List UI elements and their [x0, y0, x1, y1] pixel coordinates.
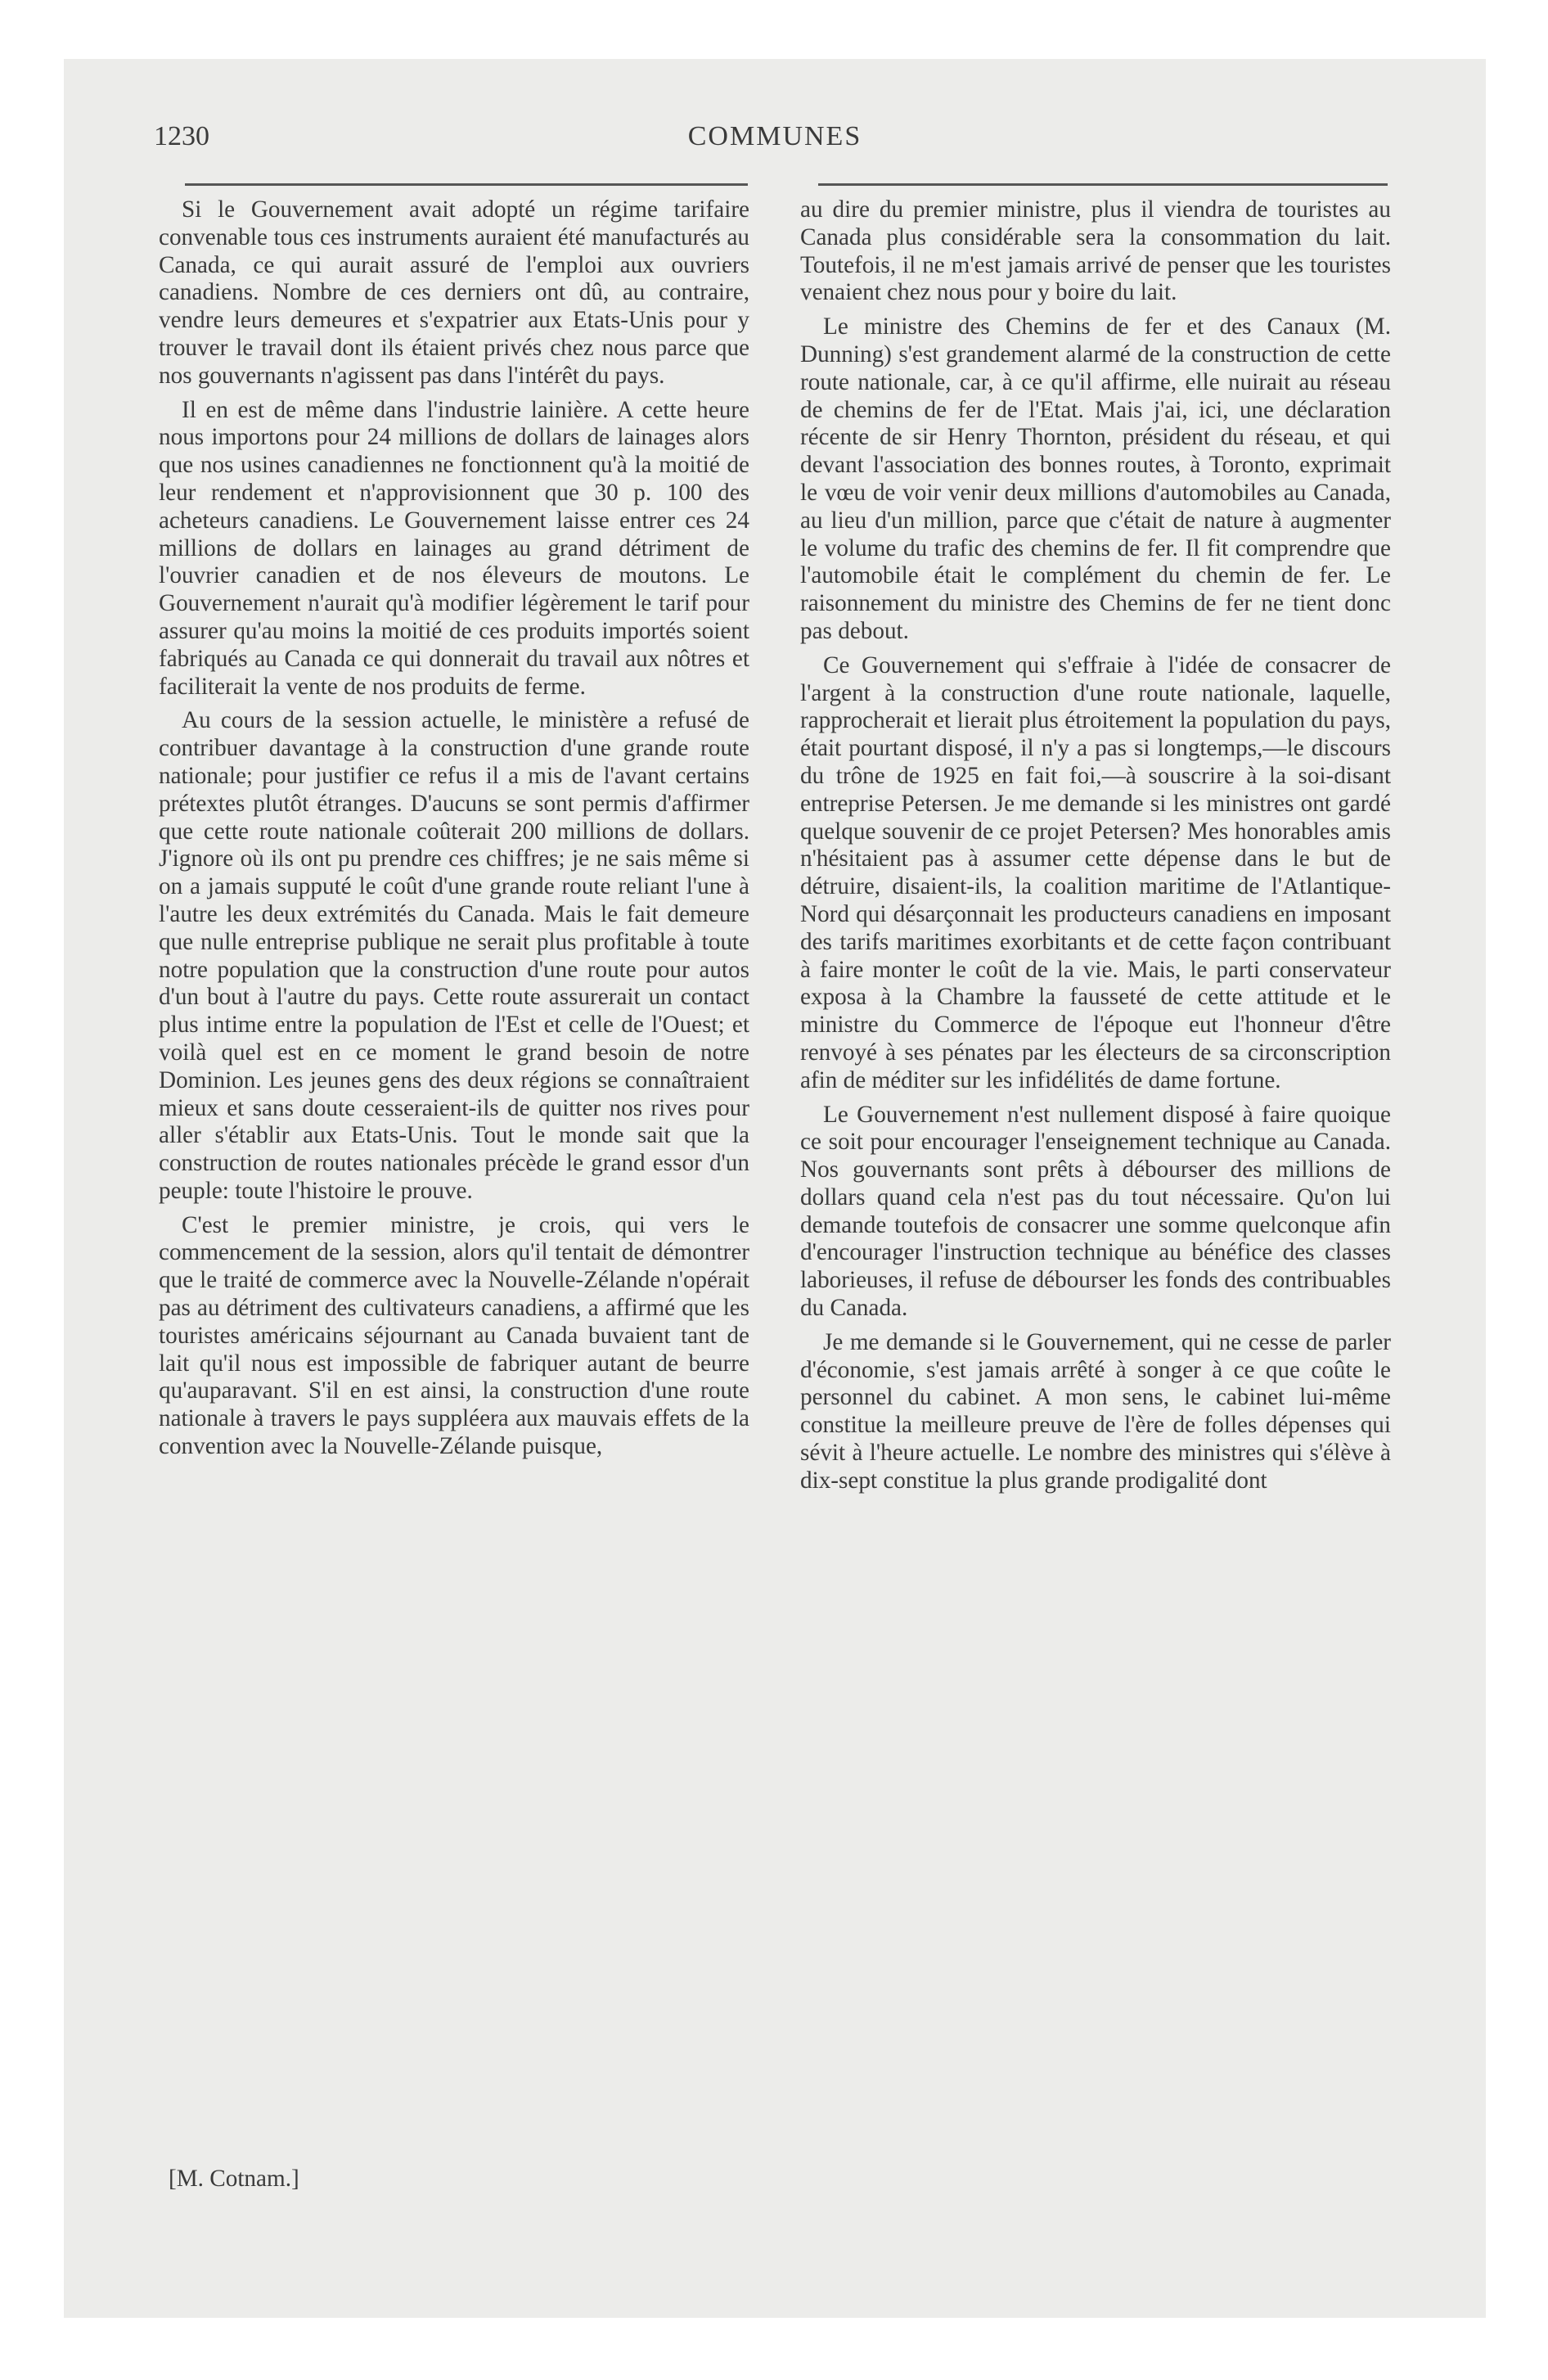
scanned-page	[64, 59, 1486, 2318]
paragraph: Je me demande si le Gouvernement, qui ne cesse de parler d'économie, s'est jamais arrêté à songer à ce que coûte le personnel du cabinet. A mon sens, le cabinet lui-même constitue la meilleure preuve de l'ère de folles dépenses qui sévit à l'heure actuelle. Le nombre des ministres qui s'élève à dix-sept constitue la plus grande prodigalité dont	[800, 1328, 1391, 1494]
paragraph: Le ministre des Chemins de fer et des Canaux (M. Dunning) s'est grandement alarmé de la construction de cette route nationale, car, à ce qu'il affirme, elle nuirait au réseau de chemins de fer de l'Etat. Mais j'ai, ici, une déclaration récente de sir Henry Thornton, président du réseau, et qui devant l'association des bonnes routes, à Toronto, exprimait le vœu de voir venir deux millions d'automobiles au Canada, au lieu d'un million, parce que c'était de nature à augmenter le volume du trafic des chemins de fer. Il fit comprendre que l'automobile était le complément du chemin de fer. Le raisonnement du ministre des Chemins de fer ne tient donc pas debout.	[800, 313, 1391, 644]
speaker-signature: [M. Cotnam.]	[169, 2166, 299, 2192]
paragraph: Si le Gouvernement avait adopté un régime tarifaire convenable tous ces instruments auraient été manufacturés au Canada, ce qui aurait assuré de l'emploi aux ouvriers canadiens. Nombre de ces derniers ont dû, au contraire, vendre leurs demeures et s'expatrier aux Etats-Unis pour y trouver le travail dont ils étaient privés chez nous parce que nos gouvernants n'agissent pas dans l'intérêt du pays.	[159, 196, 749, 389]
paragraph: C'est le premier ministre, je crois, qui vers le commencement de la session, alors qu'il tentait de démontrer que le traité de commerce avec la Nouvelle-Zélande n'opérait pas au détriment des cultivateurs canadiens, a affirmé que les touristes américains séjournant au Canada buvaient tant de lait qu'il nous est impossible de fabriquer autant de beurre qu'auparavant. S'il en est ainsi, la construction d'une route nationale à travers le pays suppléera aux mauvais effets de la convention avec la Nouvelle-Zélande puisque,	[159, 1211, 749, 1460]
right-column	[800, 196, 1391, 1495]
paragraph: Le Gouvernement n'est nullement disposé à faire quoique ce soit pour encourager l'enseignement technique au Canada. Nos gouvernants sont prêts à débourser des millions de dollars quand cela n'est pas du tout nécessaire. Qu'on lui demande toutefois de consacrer une somme quelconque afin d'encourager l'instruction technique au bénéfice des classes laborieuses, il refuse de débourser les fonds des contribuables du Canada.	[800, 1101, 1391, 1322]
paragraph: Ce Gouvernement qui s'effraie à l'idée de consacrer de l'argent à la construction d'une route nationale, laquelle, rapprocherait et lierait plus étroitement la population du pays, était pourtant disposé, il n'y a pas si longtemps,—le discours du trône de 1925 en fait foi,—à souscrire à la soi-disant entreprise Petersen. Je me demande si les ministres ont gardé quelque souvenir de ce projet Petersen? Mes honorables amis n'hésitaient pas à assumer cette dépense dans le but de détruire, disaient-ils, la coalition maritime de l'Atlantique-Nord qui désarçonnait les producteurs canadiens en imposant des tarifs maritimes exorbitants et de cette façon contribuant à faire monter le coût de la vie. Mais, le parti conservateur exposa à la Chambre la fausseté de cette attitude et le ministre du Commerce de l'époque eut l'honneur d'être renvoyé à ses pénates par les électeurs de sa circonscription afin de méditer sur les infidélités de dame fortune.	[800, 651, 1391, 1093]
page-number: 1230	[154, 121, 209, 151]
left-header-rule	[185, 183, 748, 186]
left-column	[159, 196, 749, 1461]
running-head: COMMUNES	[687, 121, 862, 151]
paragraph: au dire du premier ministre, plus il viendra de touristes au Canada plus considérable sera la consommation du lait. Toutefois, il ne m'est jamais arrivé de penser que les touristes venaient chez nous pour y boire du lait.	[800, 196, 1391, 306]
page-header	[154, 121, 1396, 162]
paragraph: Au cours de la session actuelle, le ministère a refusé de contribuer davantage à la construction d'une grande route nationale; pour justifier ce refus il a mis de l'avant certains prétextes plutôt étranges. D'aucuns se sont permis d'affirmer que cette route nationale coûterait 200 millions de dollars. J'ignore où ils ont pu prendre ces chiffres; je ne sais même si on a jamais supputé le coût d'une grande route reliant l'une à l'autre les deux extrémités du Canada. Mais le fait demeure que nulle entreprise publique ne serait plus profitable à toute notre population que la construction d'une route pour autos d'un bout à l'autre du pays. Cette route assurerait un contact plus intime entre la population de l'Est et celle de l'Ouest; et voilà quel est en ce moment le grand besoin de notre Dominion. Les jeunes gens des deux régions se connaîtraient mieux et sans doute cesseraient-ils de quitter nos rives pour aller s'établir aux Etats-Unis. Tout le monde sait que la construction de routes nationales précède le grand essor d'un peuple: toute l'histoire le prouve.	[159, 707, 749, 1204]
right-header-rule	[818, 183, 1388, 186]
paragraph: Il en est de même dans l'industrie lainière. A cette heure nous importons pour 24 millions de dollars de lainages alors que nos usines canadiennes ne fonctionnent qu'à la moitié de leur rendement et n'approvisionnent que 30 p. 100 des acheteurs canadiens. Le Gouvernement laisse entrer ces 24 millions de dollars en lainages au grand détriment de l'ouvrier canadien et de nos éleveurs de moutons. Le Gouvernement n'aurait qu'à modifier légèrement le tarif pour assurer qu'au moins la moitié de ces produits importés soient fabriqués au Canada ce qui donnerait du travail aux nôtres et faciliterait la vente de nos produits de ferme.	[159, 396, 749, 700]
